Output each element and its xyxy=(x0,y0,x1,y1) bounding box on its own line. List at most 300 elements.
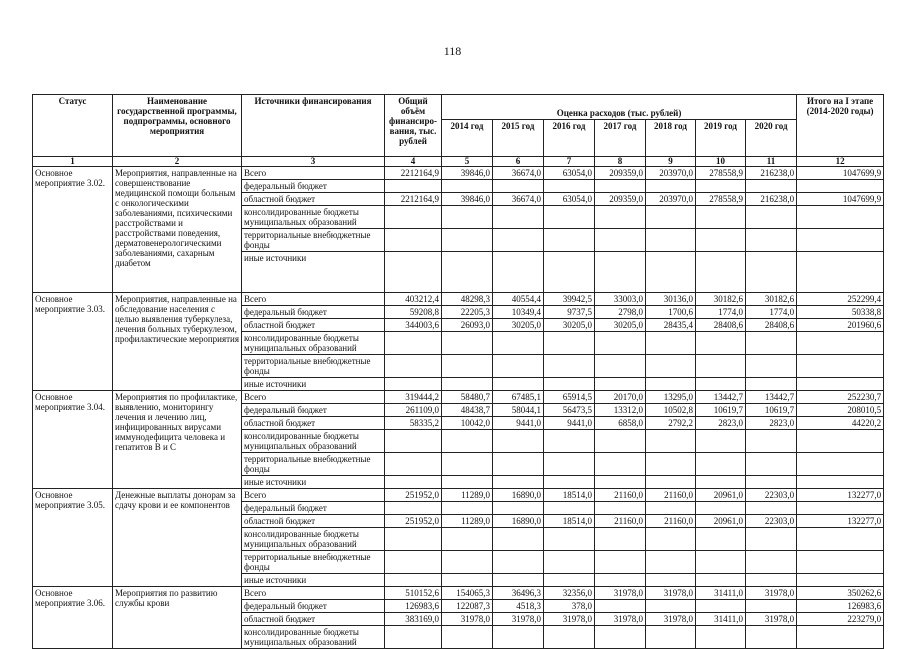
year-value xyxy=(696,355,746,378)
stage-total-value: 201960,6 xyxy=(797,319,884,332)
year-value: 40554,4 xyxy=(493,293,544,306)
year-value xyxy=(442,476,493,489)
year-value xyxy=(442,430,493,453)
year-value xyxy=(544,551,595,574)
year-value xyxy=(493,502,544,515)
stage-total-value xyxy=(797,206,884,229)
year-value xyxy=(746,574,797,587)
page-number: 118 xyxy=(443,44,462,58)
year-value xyxy=(493,206,544,229)
total-value: 251952,0 xyxy=(385,489,442,502)
year-value: 2798,0 xyxy=(595,306,646,319)
total-value: 251952,0 xyxy=(385,515,442,528)
year-value xyxy=(544,180,595,193)
year-value xyxy=(442,355,493,378)
year-value xyxy=(493,453,544,476)
total-value xyxy=(385,252,442,293)
year-value: 48298,3 xyxy=(442,293,493,306)
year-value: 278558,9 xyxy=(696,193,746,206)
funding-source: Всего xyxy=(242,489,385,502)
year-value xyxy=(544,332,595,355)
funding-source: федеральный бюджет xyxy=(242,502,385,515)
year-value: 58480,7 xyxy=(442,391,493,404)
stage-total-value: 208010,5 xyxy=(797,404,884,417)
year-value xyxy=(595,355,646,378)
total-value xyxy=(385,332,442,355)
year-value: 216238,0 xyxy=(746,193,797,206)
year-value: 154065,3 xyxy=(442,587,493,600)
funding-source: федеральный бюджет xyxy=(242,404,385,417)
year-value xyxy=(493,252,544,293)
column-number: 8 xyxy=(595,157,646,167)
year-value xyxy=(493,551,544,574)
year-value xyxy=(746,378,797,391)
stage-total-value xyxy=(797,528,884,551)
measure-name: Мероприятия по развитию службы крови xyxy=(113,587,242,649)
year-value xyxy=(696,332,746,355)
header-year: 2014 год xyxy=(442,120,493,157)
year-value: 2823,0 xyxy=(746,417,797,430)
year-value xyxy=(544,430,595,453)
table-row xyxy=(33,587,884,600)
stage-total-value xyxy=(797,551,884,574)
year-value xyxy=(493,626,544,649)
year-value xyxy=(746,252,797,293)
year-value xyxy=(646,476,696,489)
stage-total-value xyxy=(797,252,884,293)
year-value: 31978,0 xyxy=(595,613,646,626)
table-body xyxy=(33,167,884,649)
column-number: 3 xyxy=(242,157,385,167)
year-value xyxy=(442,206,493,229)
total-value xyxy=(385,502,442,515)
stage-total-value xyxy=(797,355,884,378)
year-value: 30205,0 xyxy=(595,319,646,332)
year-value: 13442,7 xyxy=(696,391,746,404)
year-value: 11289,0 xyxy=(442,489,493,502)
year-value: 26093,0 xyxy=(442,319,493,332)
year-value xyxy=(746,626,797,649)
funding-source: территориальные внебюджетные фонды xyxy=(242,229,385,252)
year-value: 18514,0 xyxy=(544,489,595,502)
total-value: 261109,0 xyxy=(385,404,442,417)
year-value xyxy=(544,453,595,476)
year-value xyxy=(646,574,696,587)
year-value: 30205,0 xyxy=(544,319,595,332)
total-value xyxy=(385,453,442,476)
year-value: 22303,0 xyxy=(746,515,797,528)
measure-status: Основное мероприятие 3.06. xyxy=(33,587,113,649)
column-number: 6 xyxy=(493,157,544,167)
total-value xyxy=(385,551,442,574)
measure-name: Мероприятия по профилактике, выявлению, мониторингу лечения и лечению лиц, инфицированных вирусами иммунодефицита человека и гепатитов B и C xyxy=(113,391,242,489)
year-value: 1774,0 xyxy=(696,306,746,319)
year-value xyxy=(696,229,746,252)
year-value xyxy=(696,180,746,193)
column-number: 9 xyxy=(646,157,696,167)
year-value: 30182,6 xyxy=(746,293,797,306)
stage-total-value xyxy=(797,430,884,453)
year-value: 16890,0 xyxy=(493,515,544,528)
year-value: 65914,5 xyxy=(544,391,595,404)
year-value: 9441,0 xyxy=(493,417,544,430)
year-value: 21160,0 xyxy=(646,515,696,528)
stage-total-value xyxy=(797,476,884,489)
year-value xyxy=(544,229,595,252)
table-row xyxy=(33,489,884,502)
year-value: 31978,0 xyxy=(595,587,646,600)
year-value: 13312,0 xyxy=(595,404,646,417)
year-value xyxy=(442,528,493,551)
year-value: 209359,0 xyxy=(595,193,646,206)
funding-source: федеральный бюджет xyxy=(242,180,385,193)
year-value xyxy=(595,574,646,587)
measure-status: Основное мероприятие 3.05. xyxy=(33,489,113,587)
year-value xyxy=(746,332,797,355)
year-value xyxy=(746,528,797,551)
total-value: 383169,0 xyxy=(385,613,442,626)
year-value: 209359,0 xyxy=(595,167,646,180)
year-value: 31978,0 xyxy=(544,613,595,626)
year-value: 33003,0 xyxy=(595,293,646,306)
funding-source: Всего xyxy=(242,293,385,306)
year-value xyxy=(595,453,646,476)
year-value: 31411,0 xyxy=(696,613,746,626)
year-value: 21160,0 xyxy=(595,489,646,502)
stage-total-value: 1047699,9 xyxy=(797,193,884,206)
year-value: 10349,4 xyxy=(493,306,544,319)
financing-table xyxy=(32,94,884,649)
year-value: 278558,9 xyxy=(696,167,746,180)
year-value xyxy=(595,551,646,574)
year-value: 30205,0 xyxy=(493,319,544,332)
year-value xyxy=(746,430,797,453)
column-number: 12 xyxy=(797,157,884,167)
year-value: 63054,0 xyxy=(544,167,595,180)
table-row xyxy=(33,293,884,306)
header-year: 2017 год xyxy=(595,120,646,157)
stage-total-value: 50338,8 xyxy=(797,306,884,319)
year-value xyxy=(646,453,696,476)
total-value: 2212164,9 xyxy=(385,193,442,206)
year-value: 122087,3 xyxy=(442,600,493,613)
measure-name: Мероприятия, направленные на совершенствование медицинской помощи больным с онкологическими заболеваниями, психическими расстройствами и расстройствами поведения, дерматовенерологическими заболеваниями, сахарным диабетом xyxy=(113,167,242,293)
header-year: 2016 год xyxy=(544,120,595,157)
year-value xyxy=(442,551,493,574)
year-value xyxy=(442,502,493,515)
year-value xyxy=(646,229,696,252)
total-value: 403212,4 xyxy=(385,293,442,306)
year-value xyxy=(646,355,696,378)
stage-total-value xyxy=(797,453,884,476)
funding-source: консолидированные бюджеты муниципальных образований xyxy=(242,626,385,649)
column-number: 4 xyxy=(385,157,442,167)
column-number: 7 xyxy=(544,157,595,167)
total-value: 2212164,9 xyxy=(385,167,442,180)
year-value xyxy=(544,626,595,649)
header-year: 2015 год xyxy=(493,120,544,157)
funding-source: Всего xyxy=(242,587,385,600)
funding-source: Всего xyxy=(242,167,385,180)
year-value: 2823,0 xyxy=(696,417,746,430)
stage-total-value xyxy=(797,626,884,649)
year-value xyxy=(646,378,696,391)
year-value: 203970,0 xyxy=(646,193,696,206)
year-value: 1774,0 xyxy=(746,306,797,319)
year-value xyxy=(595,206,646,229)
funding-source: иные источники xyxy=(242,574,385,587)
year-value xyxy=(595,332,646,355)
year-value: 9441,0 xyxy=(544,417,595,430)
year-value xyxy=(646,528,696,551)
year-value xyxy=(442,378,493,391)
total-value xyxy=(385,229,442,252)
year-value: 31411,0 xyxy=(696,587,746,600)
year-value xyxy=(696,252,746,293)
total-value: 319444,2 xyxy=(385,391,442,404)
funding-source: областной бюджет xyxy=(242,613,385,626)
year-value: 10619,7 xyxy=(696,404,746,417)
header-year: 2020 год xyxy=(746,120,797,157)
funding-source: территориальные внебюджетные фонды xyxy=(242,355,385,378)
stage-total-value: 1047699,9 xyxy=(797,167,884,180)
header-name: Наименование государственной программы, подпрограммы, основного мероприятия xyxy=(113,95,242,157)
year-value xyxy=(544,574,595,587)
total-value xyxy=(385,574,442,587)
year-value xyxy=(646,252,696,293)
stage-total-value xyxy=(797,332,884,355)
year-value: 31978,0 xyxy=(746,613,797,626)
year-value xyxy=(595,252,646,293)
year-value: 20170,0 xyxy=(595,391,646,404)
year-value xyxy=(544,378,595,391)
stage-total-value: 44220,2 xyxy=(797,417,884,430)
year-value: 28408,6 xyxy=(746,319,797,332)
funding-source: областной бюджет xyxy=(242,193,385,206)
year-value xyxy=(746,551,797,574)
stage-total-value: 252230,7 xyxy=(797,391,884,404)
year-value: 31978,0 xyxy=(646,587,696,600)
year-value xyxy=(595,600,646,613)
year-value: 31978,0 xyxy=(493,613,544,626)
year-value xyxy=(595,378,646,391)
total-value xyxy=(385,355,442,378)
funding-source: консолидированные бюджеты муниципальных образований xyxy=(242,430,385,453)
funding-source: консолидированные бюджеты муниципальных образований xyxy=(242,332,385,355)
year-value xyxy=(442,229,493,252)
table-header xyxy=(33,95,884,167)
year-value: 378,0 xyxy=(544,600,595,613)
measure-name: Денежные выплаты донорам за сдачу крови и ее компонентов xyxy=(113,489,242,587)
year-value: 6858,0 xyxy=(595,417,646,430)
total-value xyxy=(385,476,442,489)
year-value: 36674,0 xyxy=(493,193,544,206)
funding-source: иные источники xyxy=(242,252,385,293)
funding-source: Всего xyxy=(242,391,385,404)
year-value xyxy=(746,180,797,193)
year-value xyxy=(442,574,493,587)
year-value xyxy=(746,206,797,229)
measure-name: Мероприятия, направленные на обследование населения с целью выявления туберкулеза, лечения больных туберкулезом, профилактические мероприятия xyxy=(113,293,242,391)
year-value: 21160,0 xyxy=(646,489,696,502)
header-status: Статус xyxy=(33,95,113,157)
total-value xyxy=(385,206,442,229)
total-value: 510152,6 xyxy=(385,587,442,600)
funding-source: федеральный бюджет xyxy=(242,306,385,319)
year-value: 20961,0 xyxy=(696,515,746,528)
year-value xyxy=(595,502,646,515)
year-value xyxy=(696,206,746,229)
header-year: 2018 год xyxy=(646,120,696,157)
funding-source: консолидированные бюджеты муниципальных образований xyxy=(242,206,385,229)
column-number: 11 xyxy=(746,157,797,167)
year-value: 21160,0 xyxy=(595,515,646,528)
year-value xyxy=(595,476,646,489)
year-value: 22303,0 xyxy=(746,489,797,502)
year-value xyxy=(544,476,595,489)
year-value xyxy=(595,430,646,453)
year-value xyxy=(595,626,646,649)
year-value xyxy=(493,574,544,587)
table-row xyxy=(33,167,884,180)
header-sources: Источники финансирования xyxy=(242,95,385,157)
table-row xyxy=(33,391,884,404)
year-value xyxy=(646,551,696,574)
header-total: Общий объём финансиро-вания, тыс. рублей xyxy=(385,95,442,157)
year-value: 11289,0 xyxy=(442,515,493,528)
funding-source: федеральный бюджет xyxy=(242,600,385,613)
year-value: 63054,0 xyxy=(544,193,595,206)
year-value xyxy=(493,476,544,489)
column-number: 5 xyxy=(442,157,493,167)
stage-total-value xyxy=(797,180,884,193)
total-value xyxy=(385,430,442,453)
total-value: 59208,8 xyxy=(385,306,442,319)
year-value xyxy=(595,180,646,193)
funding-source: иные источники xyxy=(242,476,385,489)
year-value xyxy=(544,502,595,515)
year-value xyxy=(646,626,696,649)
year-value: 216238,0 xyxy=(746,167,797,180)
total-value xyxy=(385,378,442,391)
year-value: 39846,0 xyxy=(442,193,493,206)
year-value xyxy=(493,355,544,378)
year-value xyxy=(646,502,696,515)
year-value: 36496,3 xyxy=(493,587,544,600)
year-value: 1700,6 xyxy=(646,306,696,319)
year-value xyxy=(746,600,797,613)
year-value: 10042,0 xyxy=(442,417,493,430)
year-value xyxy=(544,206,595,229)
year-value xyxy=(696,378,746,391)
year-value xyxy=(646,332,696,355)
year-value: 30136,0 xyxy=(646,293,696,306)
total-value xyxy=(385,626,442,649)
total-value: 126983,6 xyxy=(385,600,442,613)
year-value xyxy=(442,332,493,355)
year-value: 31978,0 xyxy=(646,613,696,626)
year-value xyxy=(696,574,746,587)
year-value: 39846,0 xyxy=(442,167,493,180)
year-value xyxy=(746,453,797,476)
year-value: 13442,7 xyxy=(746,391,797,404)
year-value: 39942,5 xyxy=(544,293,595,306)
stage-total-value xyxy=(797,229,884,252)
funding-source: иные источники xyxy=(242,378,385,391)
year-value xyxy=(544,528,595,551)
year-value xyxy=(696,453,746,476)
year-value xyxy=(544,355,595,378)
year-value: 48438,7 xyxy=(442,404,493,417)
year-value: 28435,4 xyxy=(646,319,696,332)
header-estimate: Оценка расходов (тыс. рублей) xyxy=(442,95,797,120)
stage-total-value: 126983,6 xyxy=(797,600,884,613)
stage-total-value xyxy=(797,378,884,391)
year-value xyxy=(493,528,544,551)
column-number: 10 xyxy=(696,157,746,167)
year-value xyxy=(696,476,746,489)
year-value: 28408,6 xyxy=(696,319,746,332)
year-value: 31978,0 xyxy=(442,613,493,626)
year-value: 30182,6 xyxy=(696,293,746,306)
year-value xyxy=(442,180,493,193)
year-value xyxy=(646,600,696,613)
measure-status: Основное мероприятие 3.02. xyxy=(33,167,113,293)
year-value xyxy=(493,229,544,252)
stage-total-value: 223279,0 xyxy=(797,613,884,626)
stage-total-value xyxy=(797,574,884,587)
stage-total-value xyxy=(797,502,884,515)
year-value xyxy=(646,206,696,229)
total-value: 344003,6 xyxy=(385,319,442,332)
year-value: 9737,5 xyxy=(544,306,595,319)
year-value: 203970,0 xyxy=(646,167,696,180)
year-value xyxy=(746,355,797,378)
funding-source: территориальные внебюджетные фонды xyxy=(242,453,385,476)
year-value: 10619,7 xyxy=(746,404,797,417)
stage-total-value: 132277,0 xyxy=(797,489,884,502)
year-value xyxy=(696,430,746,453)
total-value xyxy=(385,180,442,193)
total-value: 58335,2 xyxy=(385,417,442,430)
funding-source: областной бюджет xyxy=(242,515,385,528)
year-value: 13295,0 xyxy=(646,391,696,404)
year-value: 32356,0 xyxy=(544,587,595,600)
year-value: 20961,0 xyxy=(696,489,746,502)
year-value: 56473,5 xyxy=(544,404,595,417)
year-value: 18514,0 xyxy=(544,515,595,528)
year-value xyxy=(493,332,544,355)
year-value xyxy=(696,528,746,551)
year-value: 4518,3 xyxy=(493,600,544,613)
measure-status: Основное мероприятие 3.04. xyxy=(33,391,113,489)
total-value xyxy=(385,528,442,551)
year-value: 10502,8 xyxy=(646,404,696,417)
year-value xyxy=(595,229,646,252)
year-value: 36674,0 xyxy=(493,167,544,180)
column-number-row xyxy=(33,157,884,167)
stage-total-value: 252299,4 xyxy=(797,293,884,306)
stage-total-value: 350262,6 xyxy=(797,587,884,600)
year-value: 31978,0 xyxy=(746,587,797,600)
year-value xyxy=(442,453,493,476)
funding-source: областной бюджет xyxy=(242,319,385,332)
funding-source: областной бюджет xyxy=(242,417,385,430)
year-value xyxy=(442,252,493,293)
year-value xyxy=(746,502,797,515)
year-value xyxy=(696,551,746,574)
year-value xyxy=(646,430,696,453)
